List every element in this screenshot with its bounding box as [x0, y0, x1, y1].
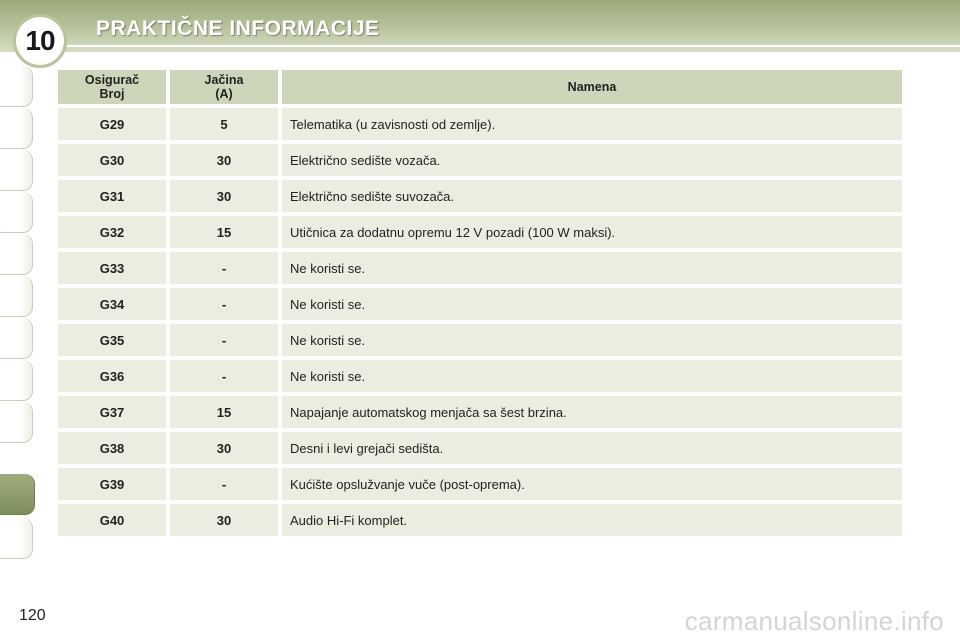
fuse-number-cell: G29 — [58, 108, 166, 140]
chapter-tabs — [0, 66, 34, 576]
purpose-cell: Ne koristi se. — [282, 252, 902, 284]
table-row — [58, 360, 902, 392]
chapter-tab-8[interactable] — [0, 360, 33, 401]
purpose-cell: Telematika (u zavisnosti od zemlje). — [282, 108, 902, 140]
amperage-cell: - — [170, 288, 278, 320]
fuse-number-cell: G32 — [58, 216, 166, 248]
amperage-cell: 30 — [170, 180, 278, 212]
purpose-cell: Električno sedište vozača. — [282, 144, 902, 176]
amperage-cell: - — [170, 252, 278, 284]
purpose-cell: Ne koristi se. — [282, 324, 902, 356]
header-fuse-number: Osigurač Broj — [58, 70, 166, 104]
table-row — [58, 252, 902, 284]
chapter-tab-7[interactable] — [0, 318, 33, 359]
chapter-tab-6[interactable] — [0, 276, 33, 317]
fuse-number-cell: G35 — [58, 324, 166, 356]
table-row — [58, 180, 902, 212]
fuse-number-cell: G33 — [58, 252, 166, 284]
purpose-cell: Ne koristi se. — [282, 288, 902, 320]
chapter-tab-5[interactable] — [0, 234, 33, 275]
table-row — [58, 504, 902, 536]
table-row — [58, 288, 902, 320]
fuse-table-body — [58, 108, 902, 536]
fuse-number-cell: G38 — [58, 432, 166, 464]
page-number: 120 — [19, 607, 46, 624]
purpose-cell: Utičnica za dodatnu opremu 12 V pozadi (100 W maksi). — [282, 216, 902, 248]
amperage-cell: 15 — [170, 216, 278, 248]
amperage-cell: 15 — [170, 396, 278, 428]
table-row — [58, 324, 902, 356]
purpose-cell: Desni i levi grejači sedišta. — [282, 432, 902, 464]
fuse-number-cell: G39 — [58, 468, 166, 500]
table-row — [58, 396, 902, 428]
header-purpose: Namena — [282, 70, 902, 104]
fuse-number-cell: G31 — [58, 180, 166, 212]
watermark: carmanualsonline.info — [684, 606, 944, 636]
chapter-tab-10-active[interactable] — [0, 474, 35, 515]
table-row — [58, 432, 902, 464]
fuse-number-cell: G37 — [58, 396, 166, 428]
amperage-cell: 30 — [170, 504, 278, 536]
purpose-cell: Kućište opslužvanje vuče (post-oprema). — [282, 468, 902, 500]
fuse-table — [54, 66, 906, 540]
purpose-cell: Audio Hi-Fi komplet. — [282, 504, 902, 536]
chapter-tab-11[interactable] — [0, 518, 33, 559]
chapter-tab-9[interactable] — [0, 402, 33, 443]
purpose-cell: Napajanje automatskog menjača sa šest brzina. — [282, 396, 902, 428]
amperage-cell: 30 — [170, 144, 278, 176]
table-row — [58, 216, 902, 248]
fuse-number-cell: G36 — [58, 360, 166, 392]
chapter-number-badge: 10 — [16, 17, 64, 65]
amperage-cell: 30 — [170, 432, 278, 464]
fuse-number-cell: G30 — [58, 144, 166, 176]
table-header-row — [58, 70, 902, 104]
chapter-title: PRAKTIČNE INFORMACIJE — [96, 17, 380, 40]
amperage-cell: 5 — [170, 108, 278, 140]
amperage-cell: - — [170, 360, 278, 392]
chapter-tab-3[interactable] — [0, 150, 33, 191]
amperage-cell: - — [170, 468, 278, 500]
table-row — [58, 108, 902, 140]
table-row — [58, 144, 902, 176]
chapter-tab-2[interactable] — [0, 108, 33, 149]
amperage-cell: - — [170, 324, 278, 356]
header-amperage: Jačina (A) — [170, 70, 278, 104]
table-row — [58, 468, 902, 500]
chapter-tab-4[interactable] — [0, 192, 33, 233]
purpose-cell: Električno sedište suvozača. — [282, 180, 902, 212]
chapter-tab-1[interactable] — [0, 66, 33, 107]
fuse-number-cell: G34 — [58, 288, 166, 320]
purpose-cell: Ne koristi se. — [282, 360, 902, 392]
header-divider — [60, 45, 960, 47]
fuse-number-cell: G40 — [58, 504, 166, 536]
